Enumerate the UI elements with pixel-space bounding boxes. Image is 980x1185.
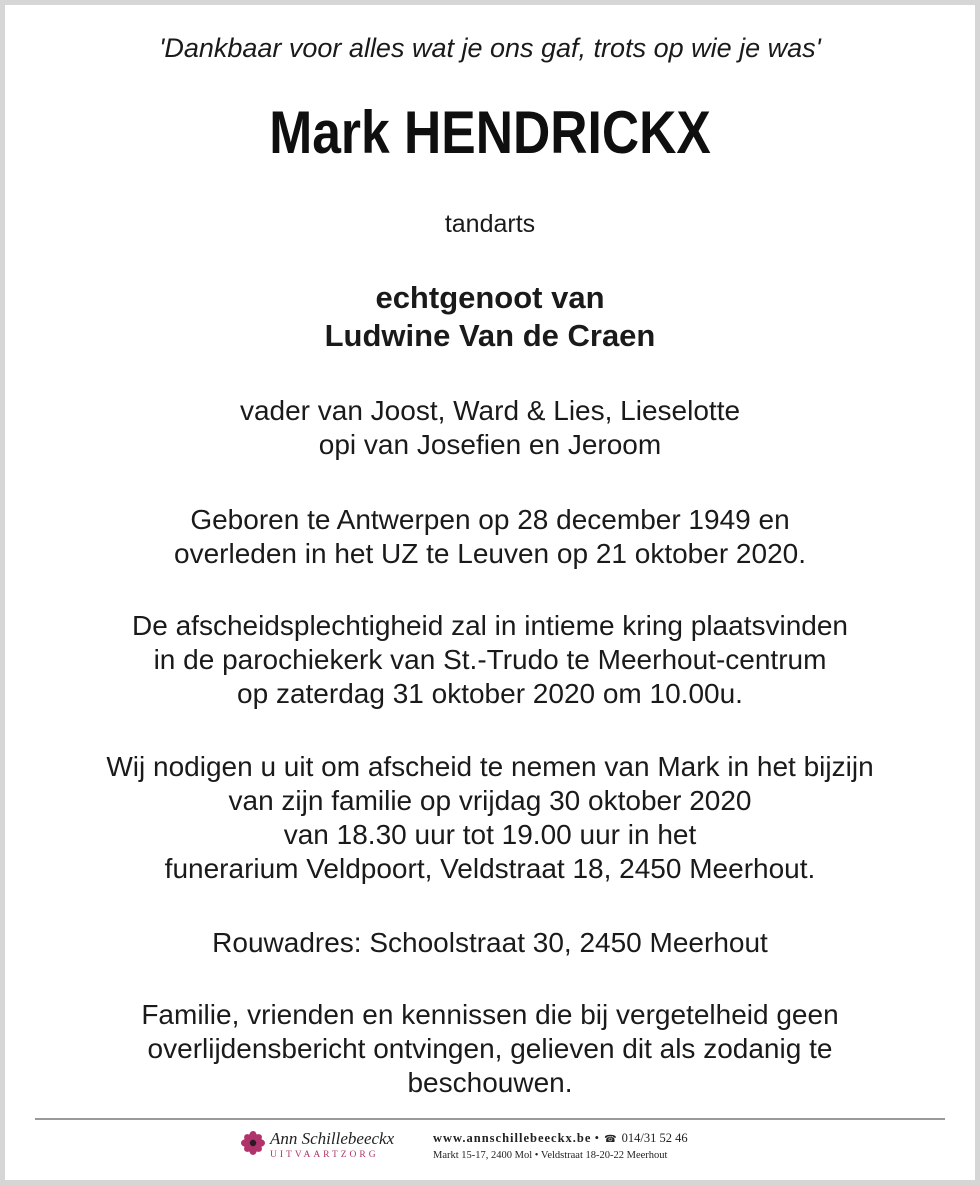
closing-block — [20, 998, 960, 1100]
telephone-icon: ☎ — [604, 1134, 617, 1145]
ceremony-block — [20, 609, 960, 711]
footer-divider — [35, 1118, 945, 1120]
ceremony-line: op zaterdag 31 oktober 2020 om 10.00u. — [237, 678, 743, 709]
ceremony-line: in de parochiekerk van St.-Trudo te Meerhout-centrum — [153, 644, 827, 675]
spouse-name: Ludwine Van de Craen — [324, 318, 656, 353]
visitation-line: van 18.30 uur tot 19.00 uur in het — [283, 819, 697, 850]
birth-death-line: Geboren te Antwerpen op 28 december 1949 en — [190, 504, 790, 535]
mourning-address: Rouwadres: Schoolstraat 30, 2450 Meerhout — [212, 927, 768, 958]
spouse-line-1: echtgenoot van — [375, 280, 605, 315]
brand-name: Ann Schillebeeckx — [270, 1129, 395, 1148]
contact-info — [433, 1130, 688, 1163]
birth-death-block — [20, 503, 960, 571]
family-line: vader van Joost, Ward & Lies, Lieselotte — [239, 395, 741, 426]
visitation-block — [20, 750, 960, 886]
deceased-name: Mark HENDRICKX — [269, 99, 711, 166]
closing-line: beschouwen. — [407, 1067, 573, 1098]
brand-tagline: UITVAARTZORG — [270, 1150, 379, 1160]
visitation-line: funerarium Veldpoort, Veldstraat 18, 2450 Meerhout. — [164, 853, 816, 884]
website-link[interactable]: www.annschillebeeckx.be — [433, 1131, 592, 1145]
separator: • — [594, 1131, 599, 1145]
funeral-home-footer — [238, 1128, 758, 1168]
spouse-block — [20, 279, 960, 355]
funeral-home-logo — [238, 1128, 428, 1168]
occupation: tandarts — [444, 210, 536, 238]
phone-number: 014/31 52 46 — [621, 1131, 688, 1145]
visitation-line: van zijn familie op vrijdag 30 oktober 2020 — [228, 785, 752, 816]
quote: 'Dankbaar voor alles wat je ons gaf, trots op wie je was' — [159, 33, 821, 63]
family-block — [20, 394, 960, 462]
visitation-line: Wij nodigen u uit om afscheid te nemen van Mark in het bijzijn — [106, 751, 874, 782]
family-line: opi van Josefien en Jeroom — [318, 429, 662, 460]
ceremony-line: De afscheidsplechtigheid zal in intieme kring plaatsvinden — [132, 610, 848, 641]
flower-icon — [240, 1130, 266, 1156]
birth-death-line: overleden in het UZ te Leuven op 21 oktober 2020. — [174, 538, 806, 569]
footer-addresses: Markt 15-17, 2400 Mol • Veldstraat 18-20-22 Meerhout — [433, 1150, 668, 1161]
closing-line: Familie, vrienden en kennissen die bij vergetelheid geen — [141, 999, 839, 1030]
closing-line: overlijdensbericht ontvingen, gelieven dit als zodanig te — [147, 1033, 833, 1064]
